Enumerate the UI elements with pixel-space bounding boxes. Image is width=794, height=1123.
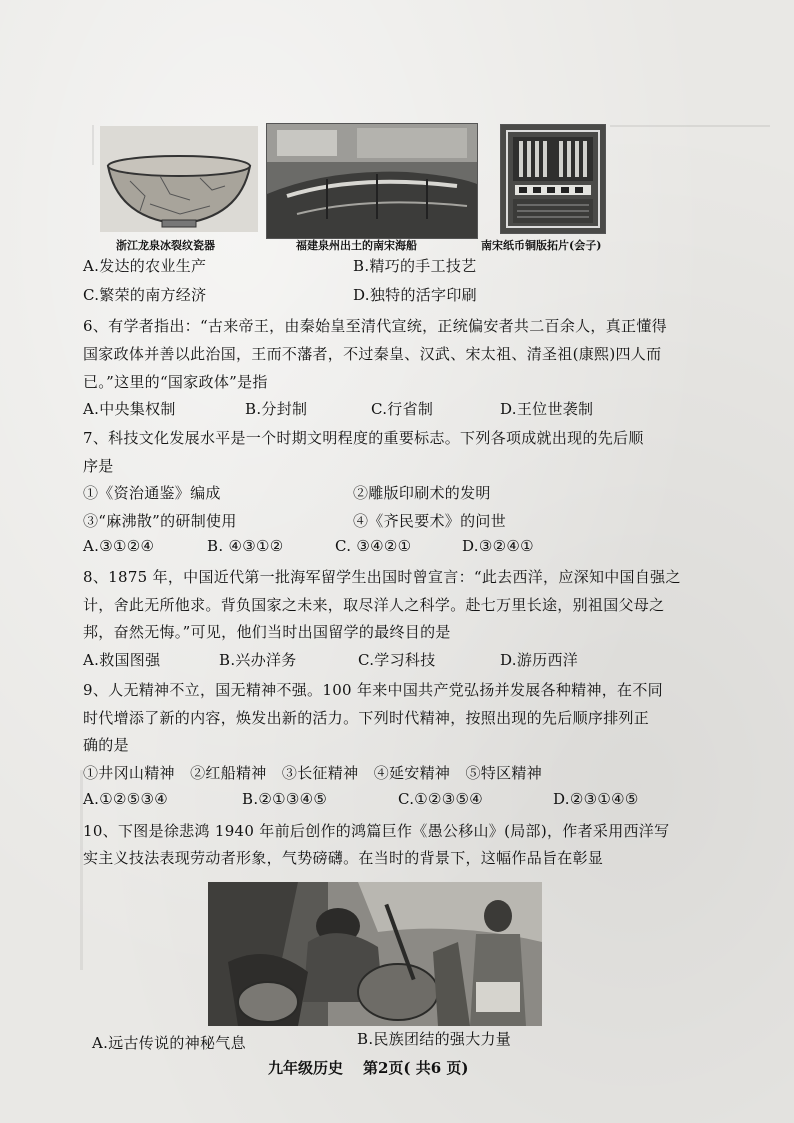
q5-option-b: B.精巧的手工技艺	[353, 257, 477, 275]
q9-stem-line1: 9、人无精神不立，国无精神不强。100 年来中国共产党弘扬并发展各种精神，在不同	[83, 681, 663, 699]
q5-option-c: C.繁荣的南方经济	[83, 286, 207, 304]
paper-money-rubbing-image	[500, 124, 606, 234]
q8-stem-line3: 邦，奋然无悔。”可见，他们当时出国留学的最终目的是	[83, 623, 451, 641]
q6-option-a: A.中央集权制	[83, 400, 176, 418]
bowl-caption: 浙江龙泉冰裂纹瓷器	[116, 239, 215, 252]
q8-stem-line2: 计，舍此无所他求。背负国家之未来，取尽洋人之科学。赴七万里长途，别祖国父母之	[83, 596, 665, 614]
q9-option-a: A.①②⑤③④	[83, 790, 168, 808]
yugong-painting-image	[208, 882, 542, 1026]
q6-option-b: B.分封制	[245, 400, 308, 418]
q7-stem-line1: 7、科技文化发展水平是一个时期文明程度的重要标志。下列各项成就出现的先后顺	[83, 429, 644, 447]
q7-stem-line2: 序是	[83, 457, 114, 475]
q9-option-b: B.②①③④⑤	[242, 790, 328, 808]
q6-stem-line2: 国家政体并善以此治国，王而不藩者，不过秦皇、汉武、宋太祖、清圣祖(康熙)四人而	[83, 345, 662, 363]
q7-item-4: ④《齐民要术》的问世	[353, 512, 507, 530]
footer-page-number: 第2页( 共6 页)	[363, 1059, 469, 1077]
q8-option-d: D.游历西洋	[500, 651, 579, 669]
q8-option-b: B.兴办洋务	[219, 651, 297, 669]
q6-stem-line3: 已。”这里的“国家政体”是指	[83, 373, 268, 391]
q8-option-c: C.学习科技	[358, 651, 436, 669]
song-ship-image	[266, 123, 478, 239]
q9-items: ①井冈山精神 ②红船精神 ③长征精神 ④延安精神 ⑤特区精神	[83, 764, 543, 782]
q5-option-d: D.独特的活字印刷	[353, 286, 477, 304]
q8-option-a: A.救国图强	[83, 651, 161, 669]
bill-caption: 南宋纸币铜版拓片(会子)	[481, 239, 602, 252]
celadon-bowl-image	[100, 126, 258, 232]
q10-stem-line2: 实主义技法表现劳动者形象，气势磅礴。在当时的背景下，这幅作品旨在彰显	[83, 849, 604, 867]
q9-stem-line3: 确的是	[83, 736, 129, 754]
q10-option-a: A.远古传说的神秘气息	[92, 1034, 246, 1052]
q7-item-2: ②雕版印刷术的发明	[353, 484, 491, 502]
q7-option-b: B. ④③①②	[207, 537, 284, 555]
q6-option-d: D.王位世袭制	[500, 400, 594, 418]
q6-option-c: C.行省制	[371, 400, 434, 418]
q7-option-d: D.③②④①	[462, 537, 534, 555]
q8-stem-line1: 8、1875 年，中国近代第一批海军留学生出国时曾宣言：“此去西洋，应深知中国自强之	[83, 568, 681, 586]
footer-subject: 九年级历史	[268, 1059, 344, 1077]
q7-item-3: ③“麻沸散”的研制使用	[83, 512, 237, 530]
q9-option-c: C.①②③⑤④	[398, 790, 484, 808]
bleed-through-marks	[610, 125, 770, 137]
q9-stem-line2: 时代增添了新的内容，焕发出新的活力。下列时代精神，按照出现的先后顺序排列正	[83, 709, 650, 727]
q7-option-a: A.③①②④	[83, 537, 155, 555]
q10-option-b: B.民族团结的强大力量	[357, 1030, 512, 1048]
q9-option-d: D.②③①④⑤	[553, 790, 639, 808]
q6-stem-line1: 6、有学者指出：“古来帝王，由秦始皇至清代宣统，正统偏安者共二百余人，真正懂得	[83, 317, 667, 335]
q10-stem-line1: 10、下图是徐悲鸿 1940 年前后创作的鸿篇巨作《愚公移山》(局部)，作者采用西洋写	[83, 822, 670, 840]
ship-caption: 福建泉州出土的南宋海船	[296, 239, 417, 252]
q7-item-1: ①《资治通鉴》编成	[83, 484, 221, 502]
q5-option-a: A.发达的农业生产	[83, 257, 207, 275]
q7-option-c: C. ③④②①	[335, 537, 412, 555]
